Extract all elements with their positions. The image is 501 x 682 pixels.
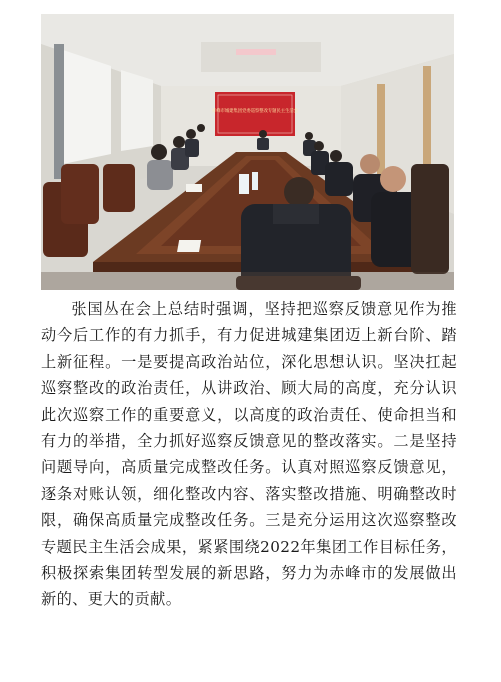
foreground-person-head: [284, 177, 314, 207]
meeting-photo: [41, 14, 454, 290]
screen-banner: 赤峰市城建集团党委巡察整改专题民主生活会: [212, 109, 298, 114]
window-left: [63, 50, 111, 164]
article-body: [41, 296, 457, 613]
window-left-2: [121, 70, 153, 151]
article-paragraph: 张国丛在会上总结时强调，坚持把巡察反馈意见作为推动今后工作的有力抓手，有力促进城建集团迈上新台阶、踏上新征程。一是要提高政治站位，深化思想认识。坚决扛起巡察整改的政治责任，从讲政治、顾大局的高度，充分认识此次巡察工作的重要意义，以高度的政治责任、使命担当和有力的举措，全力抓好巡察反馈意见的整改落实。二是坚持问题导向，高质量完成整改任务。认真对照巡察反馈意见，逐条对账认领，细化整改内容、落实整改措施、明确整改时限，确保高质量完成整改任务。三是充分运用这次巡察整改专题民主生活会成果，紧紧围绕2022年集团工作目标任务，积极探索集团转型发展的新思路，努力为赤峰市的发展做出新的、更大的贡献。: [41, 300, 457, 609]
presentation-screen: [215, 92, 295, 136]
